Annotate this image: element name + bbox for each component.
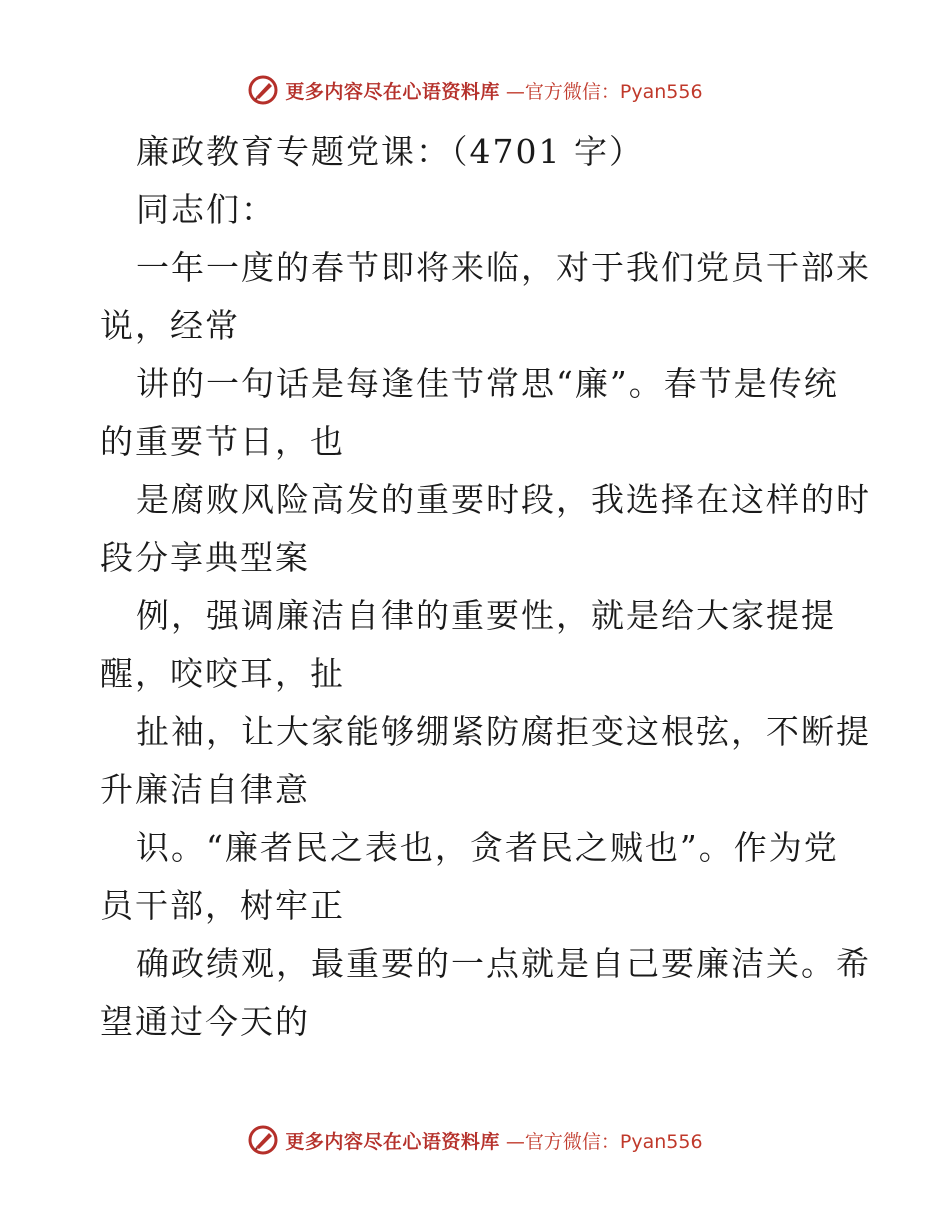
salutation-line: 同志们： bbox=[136, 190, 276, 229]
body-line: 说，经常 bbox=[100, 306, 240, 345]
body-line: 员干部，树牢正 bbox=[100, 886, 345, 925]
body-line: 段分享典型案 bbox=[100, 538, 310, 577]
header-watermark bbox=[0, 70, 950, 110]
body-line: 升廉洁自律意 bbox=[100, 770, 310, 809]
body-line: 是腐败风险高发的重要时段，我选择在这样的时 bbox=[136, 480, 871, 519]
document-body bbox=[100, 123, 871, 1051]
pen-logo-icon bbox=[247, 1124, 279, 1156]
body-line: 例，强调廉洁自律的重要性，就是给大家提提 bbox=[136, 596, 836, 635]
watermark-suffix-text: —官方微信：Pyan556 bbox=[505, 80, 703, 103]
body-line: 一年一度的春节即将来临，对于我们党员干部来 bbox=[136, 248, 871, 287]
title-line: 廉政教育专题党课：（4701 字） bbox=[136, 132, 644, 171]
footer-watermark bbox=[0, 1120, 950, 1160]
pen-logo-icon bbox=[247, 74, 279, 106]
watermark-main-text: 更多内容尽在心语资料库 bbox=[285, 1130, 500, 1153]
body-line: 识。“廉者民之表也，贪者民之贼也”。作为党 bbox=[136, 828, 839, 867]
body-line: 望通过今天的 bbox=[100, 1002, 310, 1041]
watermark-main-text: 更多内容尽在心语资料库 bbox=[285, 80, 500, 103]
body-line: 醒，咬咬耳，扯 bbox=[100, 654, 345, 693]
body-line: 讲的一句话是每逢佳节常思“廉”。春节是传统 bbox=[136, 364, 839, 403]
watermark-suffix-text: —官方微信：Pyan556 bbox=[505, 1130, 703, 1153]
body-line: 确政绩观，最重要的一点就是自己要廉洁关。希 bbox=[136, 944, 871, 983]
body-line: 的重要节日，也 bbox=[100, 422, 345, 461]
body-line: 扯袖，让大家能够绷紧防腐拒变这根弦，不断提 bbox=[136, 712, 871, 751]
